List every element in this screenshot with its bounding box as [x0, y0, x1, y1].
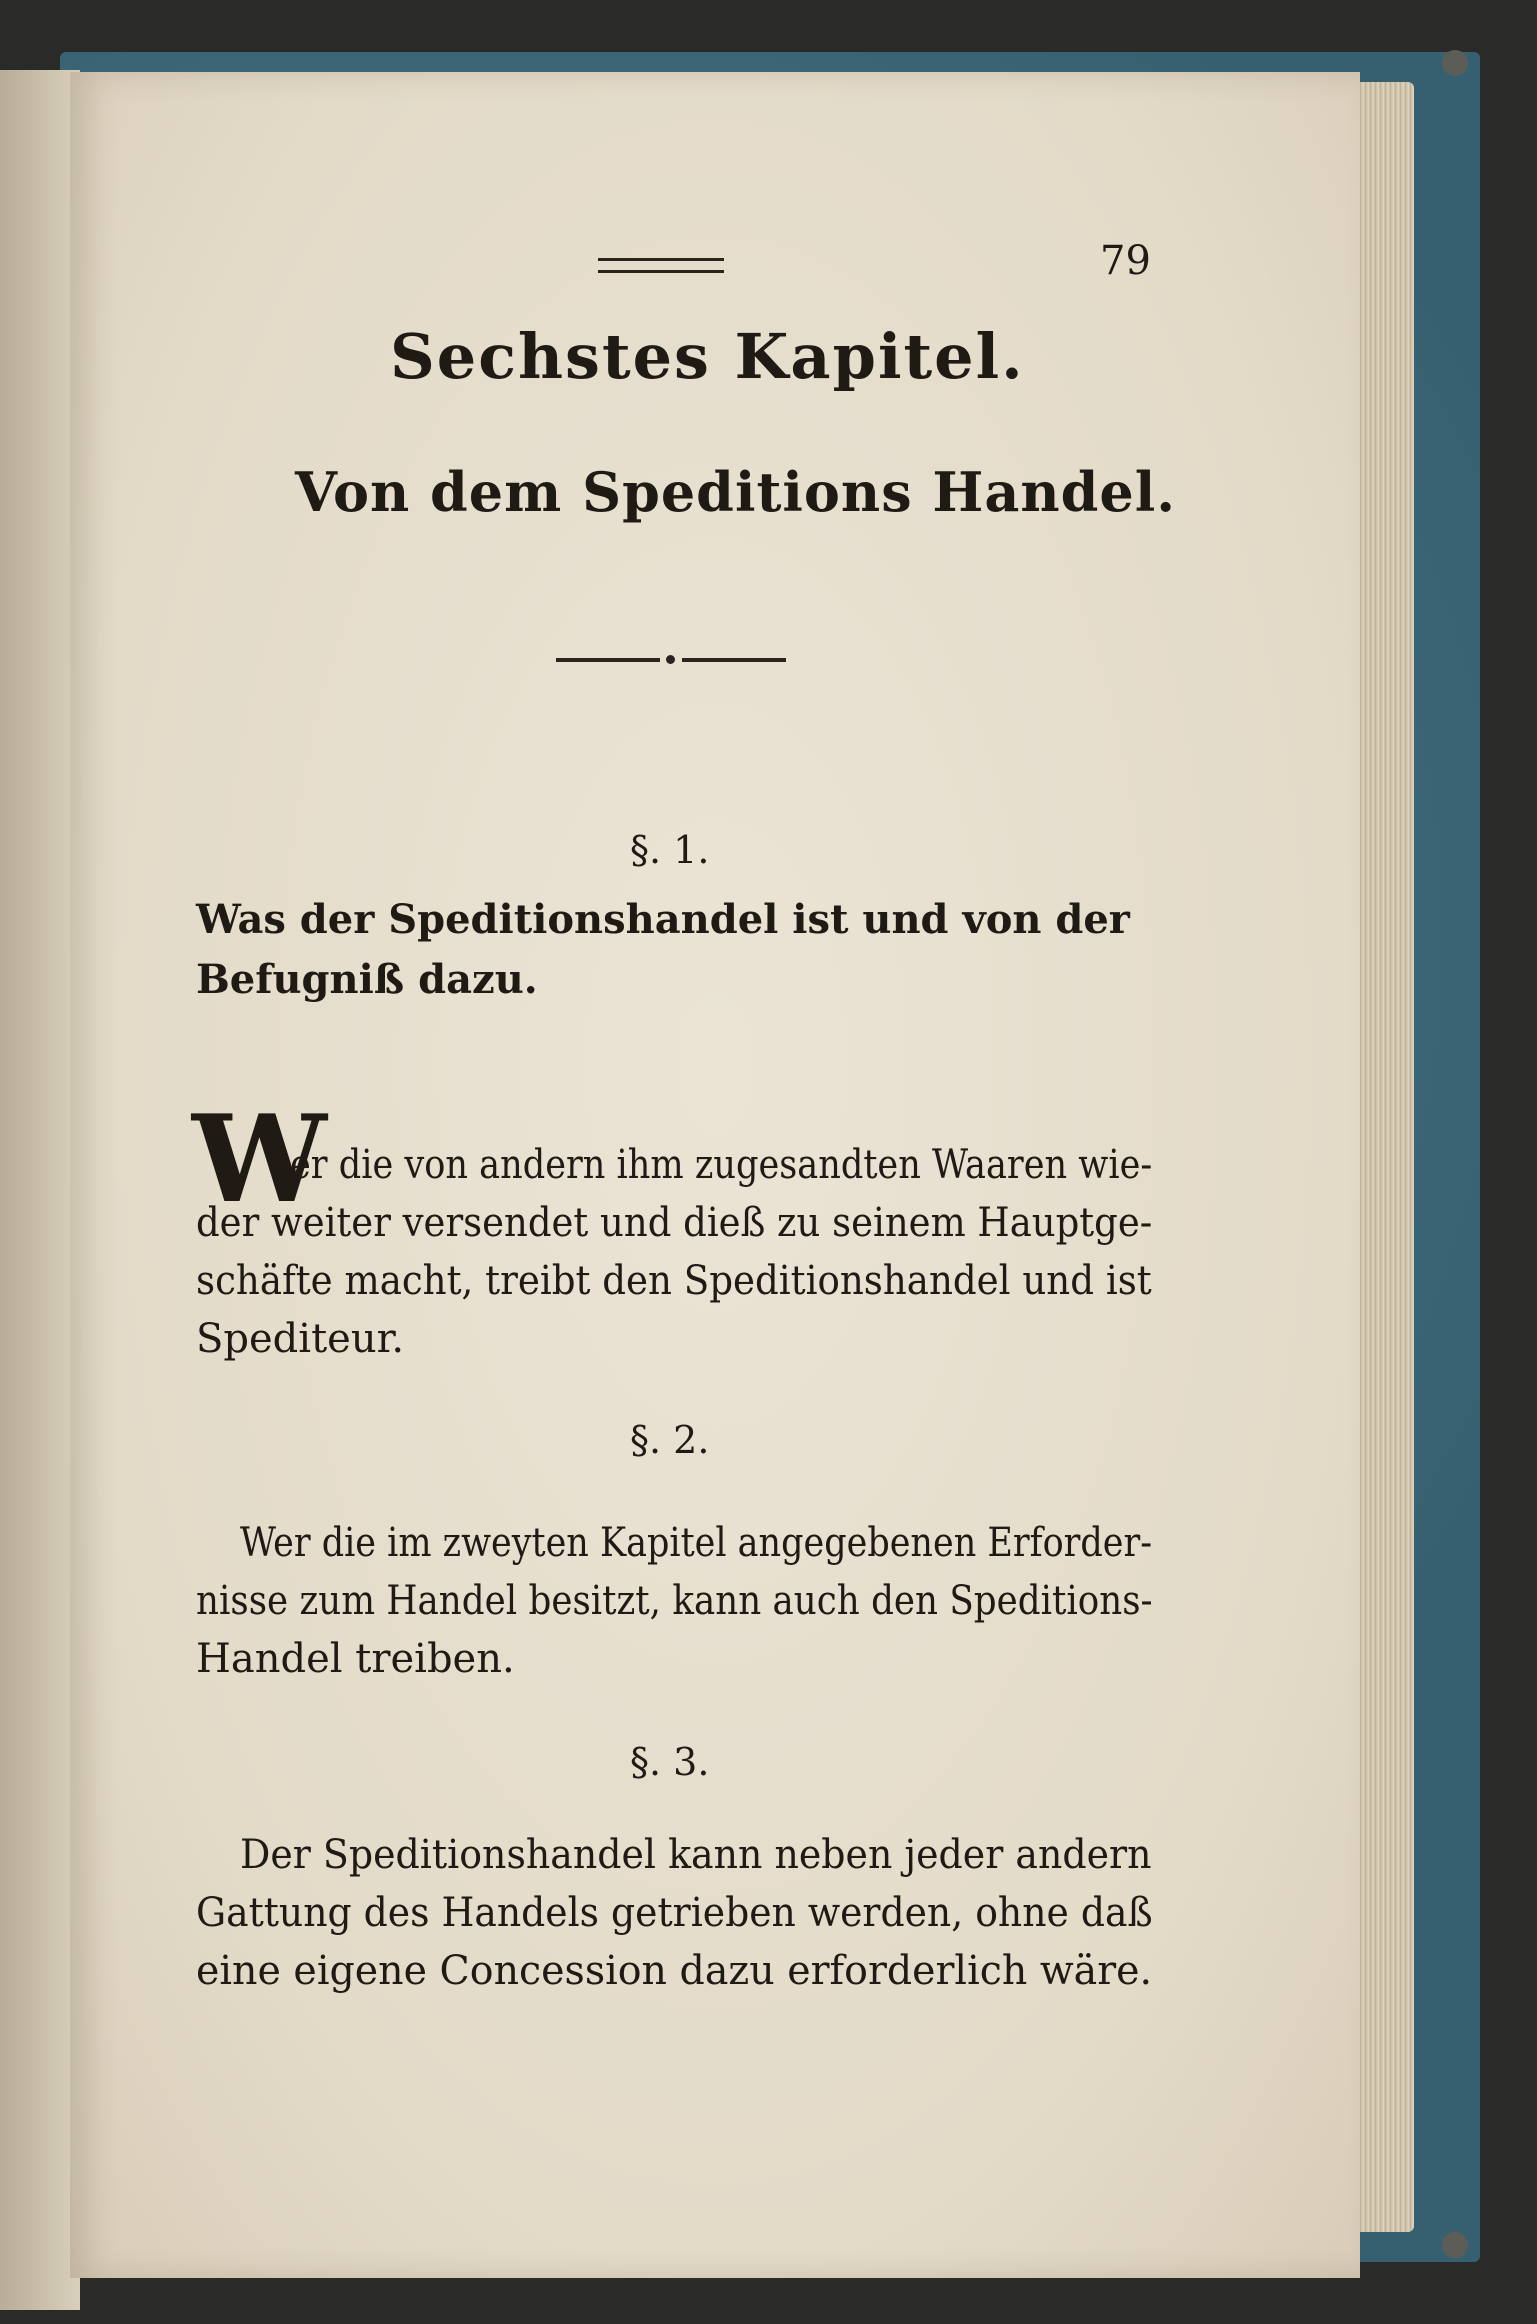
section-title-line: Was der Speditionshandel ist und von der: [196, 896, 1130, 943]
drop-cap: W: [192, 1089, 327, 1230]
cover-corner-top-right: [1442, 50, 1468, 76]
chapter-title: Sechstes Kapitel.: [390, 320, 1025, 393]
page-number: 79: [1100, 238, 1151, 284]
text-line: Wer die im zweyten Kapitel angegebenen Erforder-: [240, 1520, 1153, 1566]
page-block-edges: [1352, 82, 1414, 2232]
header-rule: [598, 258, 724, 273]
text-line: eine eigene Concession dazu erforderlich wäre.: [196, 1948, 1153, 1994]
text-line: Der Speditionshandel kann neben jeder andern: [240, 1832, 1152, 1878]
text-line: der weiter versendet und dieß zu seinem Hauptge-: [196, 1200, 1153, 1246]
text-line: er die von andern ihm zugesandten Waaren wie-: [290, 1142, 1153, 1188]
text-line: Spediteur.: [196, 1316, 405, 1362]
left-page-edge: [0, 70, 80, 2310]
section-heading-3: §. 3.: [630, 1740, 710, 1784]
text-line: Handel treiben.: [196, 1636, 515, 1682]
chapter-subtitle: Von dem Speditions Handel.: [295, 460, 1177, 524]
section-heading-2: §. 2.: [630, 1418, 710, 1462]
ornament-divider: [556, 652, 786, 668]
text-line: nisse zum Handel besitzt, kann auch den Speditions-: [196, 1578, 1153, 1624]
section-title-line: Befugniß dazu.: [196, 956, 538, 1003]
text-line: schäfte macht, treibt den Speditionshandel und ist: [196, 1258, 1152, 1304]
section-heading-1: §. 1.: [630, 828, 710, 872]
text-line: Gattung des Handels getrieben werden, ohne daß: [196, 1890, 1153, 1936]
cover-corner-bottom-right: [1442, 2232, 1468, 2258]
